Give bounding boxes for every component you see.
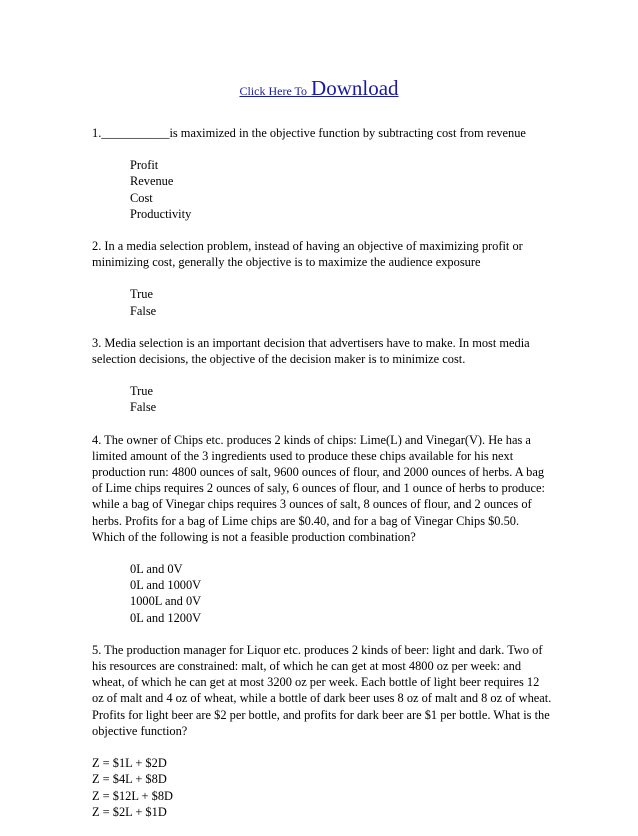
- question-2-options: [92, 286, 552, 318]
- question-1-option: Profit: [130, 158, 159, 173]
- download-link-prefix: Click Here To: [239, 84, 308, 98]
- question-3-options: [92, 383, 552, 415]
- question-5-option: Z = $12L + $8D: [92, 788, 173, 803]
- question-4-text: 4. The owner of Chips etc. produces 2 kinds of chips: Lime(L) and Vinegar(V). He has a limited amount of the 3 ingredients used to produce these chips available for his next production run: 4800 ounces of salt, 9600 ounces of flour, and 2000 ounces of herbs. A bag of Lime chips requires 2 ounces of saly, 6 ounces of flour, and 1 ounce of herbs to produce: while a bag of Vinegar chips requires 3 ounces of salt, 8 ounces of flour, and 2 ounces of herbs. Profits for a bag of Lime chips are $0.40, and for a bag of Vinegar Chips $0.50. Which of the following is not a feasible production combination?: [92, 432, 545, 544]
- question-4-options: [92, 561, 552, 626]
- question-1-text: 1.___________is maximized in the objective function by subtracting cost from revenue: [92, 126, 526, 140]
- question-4-option: 0L and 1200V: [130, 610, 202, 625]
- question-5-option: Z = $4L + $8D: [92, 772, 167, 787]
- download-link-main: Download: [311, 76, 399, 100]
- question-3-option: False: [130, 400, 157, 415]
- question-1-option: Revenue: [130, 174, 174, 189]
- question-1-options: [92, 157, 552, 222]
- question-3-option: True: [130, 384, 153, 399]
- download-link[interactable]: [239, 76, 399, 100]
- question-4-option: 1000L and 0V: [130, 594, 202, 609]
- question-3-text: 3. Media selection is an important decision that advertisers have to make. In most media selection decisions, the objective of the decision maker is to minimize cost.: [92, 335, 530, 367]
- question-5-option: Z = $1L + $2D: [92, 756, 167, 771]
- download-banner: [0, 76, 638, 101]
- question-2-option: True: [130, 287, 153, 302]
- question-list: [92, 125, 552, 836]
- question-4-option: 0L and 0V: [130, 562, 183, 577]
- question-2-option: False: [130, 303, 157, 318]
- question-5-options: [92, 755, 552, 820]
- question-4-option: 0L and 1000V: [130, 578, 202, 593]
- question-5-option: Z = $2L + $1D: [92, 804, 167, 819]
- question-1-option: Cost: [130, 190, 153, 205]
- question-1-option: Productivity: [130, 206, 192, 221]
- question-2-text: 2. In a media selection problem, instead of having an objective of maximizing profit or minimizing cost, generally the objective is to maximize the audience exposure: [92, 239, 523, 270]
- question-5-text: 5. The production manager for Liquor etc. produces 2 kinds of beer: light and dark. Two of his resources are constrained: malt, of which he can get at most 4800 oz per week: and wheat, of which he can get at most 3200 oz per week. Each bottle of light beer requires 12 oz of malt and 4 oz of wheat, while a bottle of dark beer uses 8 oz of malt and 8 oz of wheat. Profits for light beer are $2 per bottle, and profits for dark beer are $1 per bottle. What is the objective function?: [92, 642, 552, 738]
